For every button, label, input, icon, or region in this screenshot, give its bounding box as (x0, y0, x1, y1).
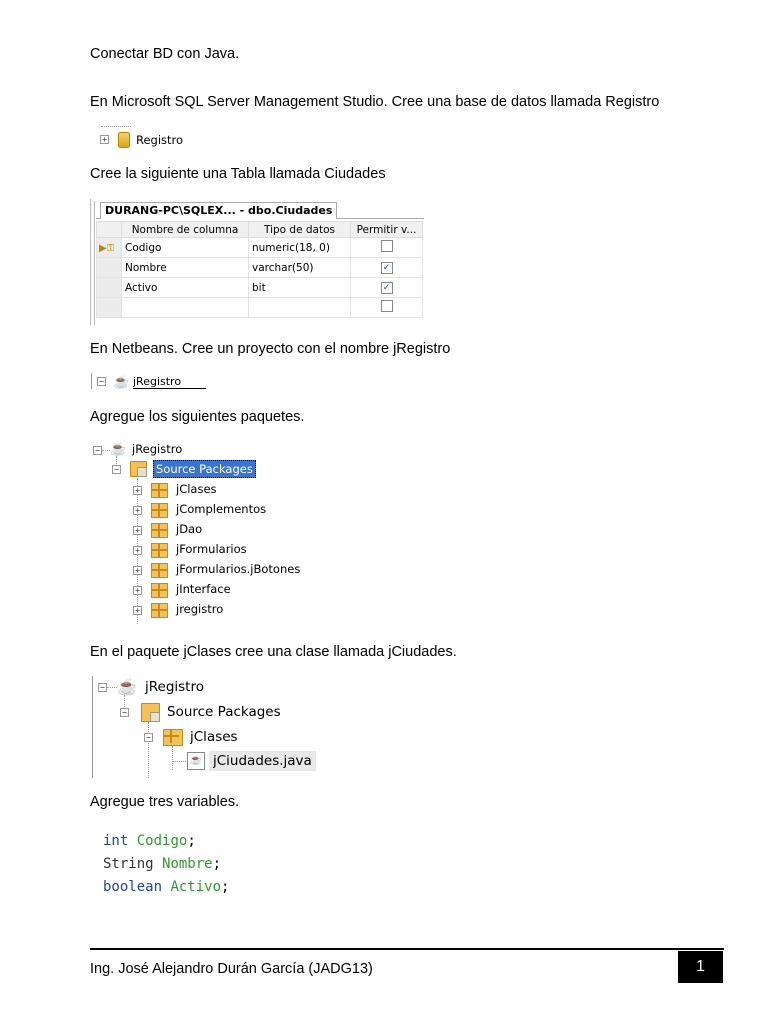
cell-name[interactable]: Codigo (122, 238, 249, 258)
package-icon (151, 523, 168, 538)
row-selector[interactable] (97, 238, 122, 258)
java-project-icon: ☕ (117, 679, 137, 696)
package-label: jFormularios (176, 542, 247, 556)
nullable-checkbox[interactable]: ✓ (381, 262, 393, 274)
paragraph-sqlserver: En Microsoft SQL Server Management Studio. Cree una base de datos llamada Registro (90, 94, 660, 110)
col-header-name: Nombre de columna (122, 222, 249, 238)
package-label: jDao (176, 522, 203, 536)
cell-type[interactable]: bit (249, 278, 351, 298)
package-icon (151, 563, 168, 578)
package-icon (151, 603, 168, 618)
cell-name[interactable]: Nombre (122, 258, 249, 278)
code-type: int (103, 833, 129, 849)
col-header-type: Tipo de datos (249, 222, 351, 238)
collapse-icon[interactable]: − (144, 733, 153, 742)
expand-icon[interactable]: + (133, 586, 142, 595)
package-icon (163, 729, 183, 746)
class-package-label[interactable]: jClases (190, 729, 238, 745)
table-row[interactable] (97, 258, 423, 278)
paragraph-title: Conectar BD con Java. (90, 46, 240, 62)
class-source-label[interactable]: Source Packages (167, 704, 281, 720)
code-var: Activo (170, 879, 222, 895)
cell-type[interactable] (249, 298, 351, 318)
collapse-icon[interactable]: − (120, 708, 129, 717)
code-type: String (103, 856, 154, 872)
package-label: jComplementos (176, 502, 267, 516)
cell-name[interactable]: Activo (122, 278, 249, 298)
designer-tab-bar (96, 199, 424, 219)
package-label: jClases (176, 482, 217, 496)
source-folder-icon (141, 703, 160, 722)
row-selector[interactable] (97, 258, 122, 278)
paragraph-table: Cree la siguiente una Tabla llamada Ciudades (90, 166, 386, 182)
class-tree-root-label[interactable]: jRegistro (145, 679, 204, 695)
nullable-checkbox[interactable]: ✓ (381, 282, 393, 294)
columns-grid (96, 221, 423, 318)
expand-icon[interactable]: + (133, 606, 142, 615)
paragraph-variables: Agregue tres variables. (90, 794, 240, 810)
package-icon (151, 583, 168, 598)
code-line: String Nombre; (103, 856, 222, 872)
code-var: Nombre (162, 856, 213, 872)
java-file-icon: ☕ (187, 752, 205, 770)
collapse-icon[interactable]: − (97, 377, 106, 386)
code-type: boolean (103, 879, 163, 895)
java-project-icon: ☕ (110, 441, 127, 456)
expand-icon[interactable]: + (133, 526, 142, 535)
java-project-icon: ☕ (113, 374, 130, 389)
primary-key-icon: ▶⚿ (99, 242, 115, 254)
designer-tab[interactable]: DURANG-PC\SQLEX... - dbo.Ciudades (100, 202, 337, 219)
nullable-checkbox[interactable] (381, 240, 393, 252)
package-label: jFormularios.jBotones (176, 562, 301, 576)
table-row[interactable] (97, 298, 423, 318)
db-node-label: Registro (136, 133, 184, 147)
source-packages-label[interactable]: Source Packages (153, 460, 256, 478)
package-label: jregistro (176, 602, 224, 616)
package-icon (151, 543, 168, 558)
row-header-corner (97, 222, 122, 238)
cell-type[interactable]: varchar(50) (249, 258, 351, 278)
nullable-checkbox[interactable] (381, 300, 393, 312)
code-line: boolean Activo; (103, 879, 230, 895)
package-label: jInterface (176, 582, 231, 596)
footer-rule (90, 948, 724, 950)
cell-name[interactable] (122, 298, 249, 318)
collapse-icon[interactable]: − (112, 465, 121, 474)
sql-table-designer (90, 199, 424, 325)
cell-type[interactable]: numeric(18, 0) (249, 238, 351, 258)
col-header-nullable: Permitir v... (351, 222, 423, 238)
project-label[interactable]: jRegistro (133, 375, 206, 389)
expand-icon[interactable]: + (133, 546, 142, 555)
row-selector[interactable] (97, 278, 122, 298)
page-number: 1 (678, 951, 723, 983)
code-line: int Codigo; (103, 833, 196, 849)
expand-icon[interactable]: + (133, 566, 142, 575)
paragraph-netbeans: En Netbeans. Cree un proyecto con el nombre jRegistro (90, 341, 451, 357)
class-file-label[interactable]: jCiudades.java (209, 751, 316, 771)
expand-icon[interactable]: + (133, 486, 142, 495)
row-selector[interactable] (97, 298, 122, 318)
table-row[interactable] (97, 278, 423, 298)
database-icon (118, 132, 130, 148)
collapse-icon[interactable]: − (93, 446, 102, 455)
tree-root-label[interactable]: jRegistro (132, 442, 183, 456)
package-icon (151, 503, 168, 518)
source-folder-icon (130, 461, 147, 477)
expand-icon[interactable]: + (100, 135, 109, 144)
table-row[interactable] (97, 238, 423, 258)
package-icon (151, 483, 168, 498)
code-var: Codigo (136, 833, 188, 849)
paragraph-packages: Agregue los siguientes paquetes. (90, 409, 305, 425)
collapse-icon[interactable]: − (98, 683, 107, 692)
footer-author: Ing. José Alejandro Durán García (JADG13) (90, 961, 373, 977)
paragraph-class: En el paquete jClases cree una clase llamada jCiudades. (90, 644, 457, 660)
expand-icon[interactable]: + (133, 506, 142, 515)
